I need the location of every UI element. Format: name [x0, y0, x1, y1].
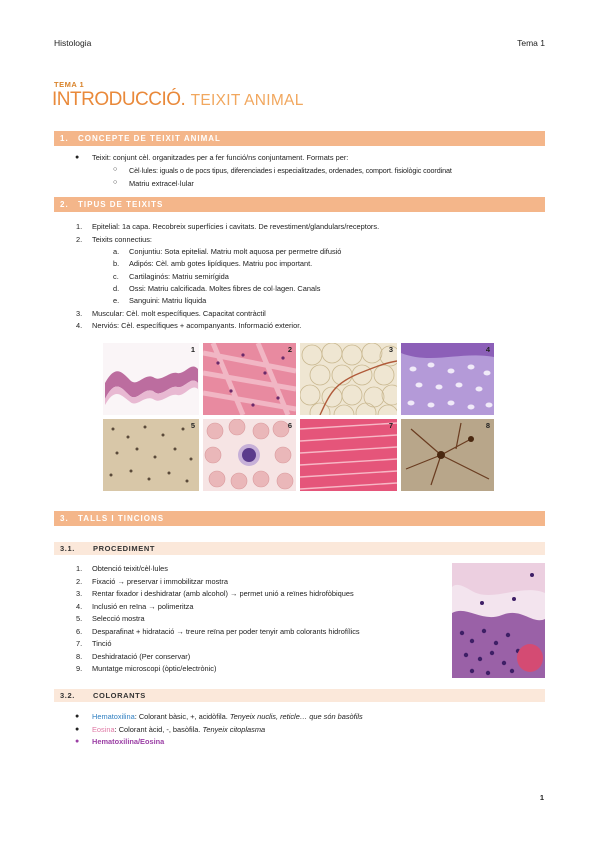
list-number: 4.: [76, 321, 83, 330]
list-item: Adipós: Cèl. amb gotes lipídiques. Matriu poc important.: [129, 259, 313, 268]
list-item: Matriu extracel·lular: [129, 179, 194, 188]
list-number: 5.: [76, 614, 83, 623]
section-heading-tipus: [54, 197, 545, 212]
title-main: INTRODUCCIÓ.: [52, 89, 186, 110]
list-item: Ossi: Matriu calcificada. Moltes fibres de col·lagen. Canals: [129, 284, 321, 293]
list-number: 3.: [76, 589, 83, 598]
list-letter: c.: [113, 272, 119, 281]
bone-tissue-micrograph: [103, 419, 199, 491]
list-item: Fixació → preservar i immobilitzar mostra: [92, 577, 228, 586]
list-item: Deshidratació (Per conservar): [92, 652, 191, 661]
list-item: Nerviós: Cèl. específiques + acompanyants. Informació exterior.: [92, 321, 302, 330]
figure-label: 3: [388, 345, 393, 354]
list-item: Cartilaginós: Matriu semirígida: [129, 272, 229, 281]
page-number: 1: [539, 793, 544, 802]
list-number: 2.: [76, 577, 83, 586]
section-heading-concepte: [54, 131, 545, 146]
list-item: Epitelial: 1a capa. Recobreix superfícies i cavitats. De revestiment/glandulars/receptors.: [92, 222, 380, 231]
list-item: Rentar fixador i deshidratar (amb alcohol) → permet unió a reïnes hidrofòbiques: [92, 589, 354, 598]
list-number: 2.: [76, 235, 83, 244]
blood-smear-micrograph: [203, 419, 296, 491]
list-letter: d.: [113, 284, 120, 293]
figure-label: 6: [287, 421, 292, 430]
list-item-eosina: [92, 725, 265, 735]
list-number: 1.: [76, 564, 83, 573]
hematoxilina-desc: : Colorant bàsic, +, acidòfila.: [134, 712, 230, 721]
epithelium-micrograph: [103, 343, 199, 415]
subsection-title: PROCEDIMENT: [93, 544, 156, 553]
list-item-hematoxilina: [92, 712, 363, 722]
eosina-term: Eosina: [92, 725, 115, 734]
list-item: Desparafinat + hidratació → treure reïna per poder tenyir amb colorants hidrofílics: [92, 627, 360, 636]
figure-label: 1: [190, 345, 195, 354]
section-number: 1.: [60, 134, 69, 143]
header-topic: Tema 1: [517, 38, 545, 48]
list-item-he: Hematoxilina/Eosina: [92, 737, 165, 746]
list-number: 3.: [76, 309, 83, 318]
section-heading-talls: [54, 511, 545, 526]
list-number: 4.: [76, 602, 83, 611]
list-item: Muntatge microscopi (òptic/electrònic): [92, 664, 217, 673]
list-item: Teixits connectius:: [92, 235, 152, 244]
subsection-heading-procediment: [54, 542, 545, 555]
list-number: 6.: [76, 627, 83, 636]
bullet-icon: ●: [75, 713, 80, 720]
hematoxilina-note: Tenyeix nuclis, reticle… que són basòfils: [229, 712, 363, 721]
section-title: TIPUS DE TEIXITS: [78, 200, 164, 209]
list-number: 1.: [76, 222, 83, 231]
list-item: Teixit: conjunt cèl. organitzades per a fer funció/ns conjuntament. Formats per:: [92, 153, 349, 162]
eosina-note: Tenyeix citoplasma: [202, 725, 266, 734]
list-number: 7.: [76, 639, 83, 648]
muscle-tissue-micrograph: [300, 419, 397, 491]
section-number: 3.: [60, 514, 69, 523]
list-item: Muscular: Cèl. molt específiques. Capacitat contràctil: [92, 309, 266, 318]
hematoxilina-term: Hematoxilina: [92, 712, 135, 721]
figure-label: 7: [388, 421, 393, 430]
section-title: TALLS I TINCIONS: [78, 514, 165, 523]
list-letter: a.: [113, 247, 120, 256]
lung-histology-micrograph: [452, 563, 545, 678]
section-title: CONCEPTE DE TEIXIT ANIMAL: [78, 134, 221, 143]
eosina-desc: : Colorant àcid, -, basòfila.: [114, 725, 203, 734]
list-item: Conjuntiu: Sota epitelial. Matriu molt aquosa per permetre difusió: [129, 247, 342, 256]
list-item: Selecció mostra: [92, 614, 145, 623]
subsection-number: 3.2.: [60, 691, 75, 700]
tema-label: TEMA 1: [54, 80, 85, 89]
figure-label: 2: [287, 345, 292, 354]
header-subject: Histologia: [54, 38, 92, 48]
bullet-icon: ●: [75, 726, 80, 733]
circle-bullet-icon: ○: [113, 166, 118, 173]
subsection-number: 3.1.: [60, 544, 75, 553]
figure-label: 8: [485, 421, 490, 430]
list-item: Sanguini: Matriu líquida: [129, 296, 207, 305]
subsection-heading-colorants: [54, 689, 545, 702]
section-number: 2.: [60, 200, 69, 209]
page-title: [52, 89, 304, 111]
cartilage-micrograph: [401, 343, 494, 415]
connective-tissue-micrograph: [203, 343, 296, 415]
bullet-icon: ●: [75, 738, 80, 745]
figure-label: 4: [485, 345, 490, 354]
list-item: Obtenció teixit/cèl·lules: [92, 564, 168, 573]
figure-label: 5: [190, 421, 195, 430]
adipose-tissue-micrograph: [300, 343, 397, 415]
circle-bullet-icon: ○: [113, 179, 118, 186]
list-item: Cèl·lules: iguals o de pocs tipus, diferenciades i especialitzades, ordenades, comport. fisiològic coordinat: [129, 166, 452, 175]
list-item: Tinció: [92, 639, 112, 648]
list-letter: e.: [113, 296, 120, 305]
bullet-icon: ●: [75, 154, 80, 161]
list-number: 8.: [76, 652, 83, 661]
subsection-title: COLORANTS: [93, 691, 146, 700]
nervous-tissue-micrograph: [401, 419, 494, 491]
list-number: 9.: [76, 664, 83, 673]
list-letter: b.: [113, 259, 120, 268]
title-sub: TEIXIT ANIMAL: [190, 92, 304, 109]
list-item: Inclusió en reïna → polimeritza: [92, 602, 194, 611]
